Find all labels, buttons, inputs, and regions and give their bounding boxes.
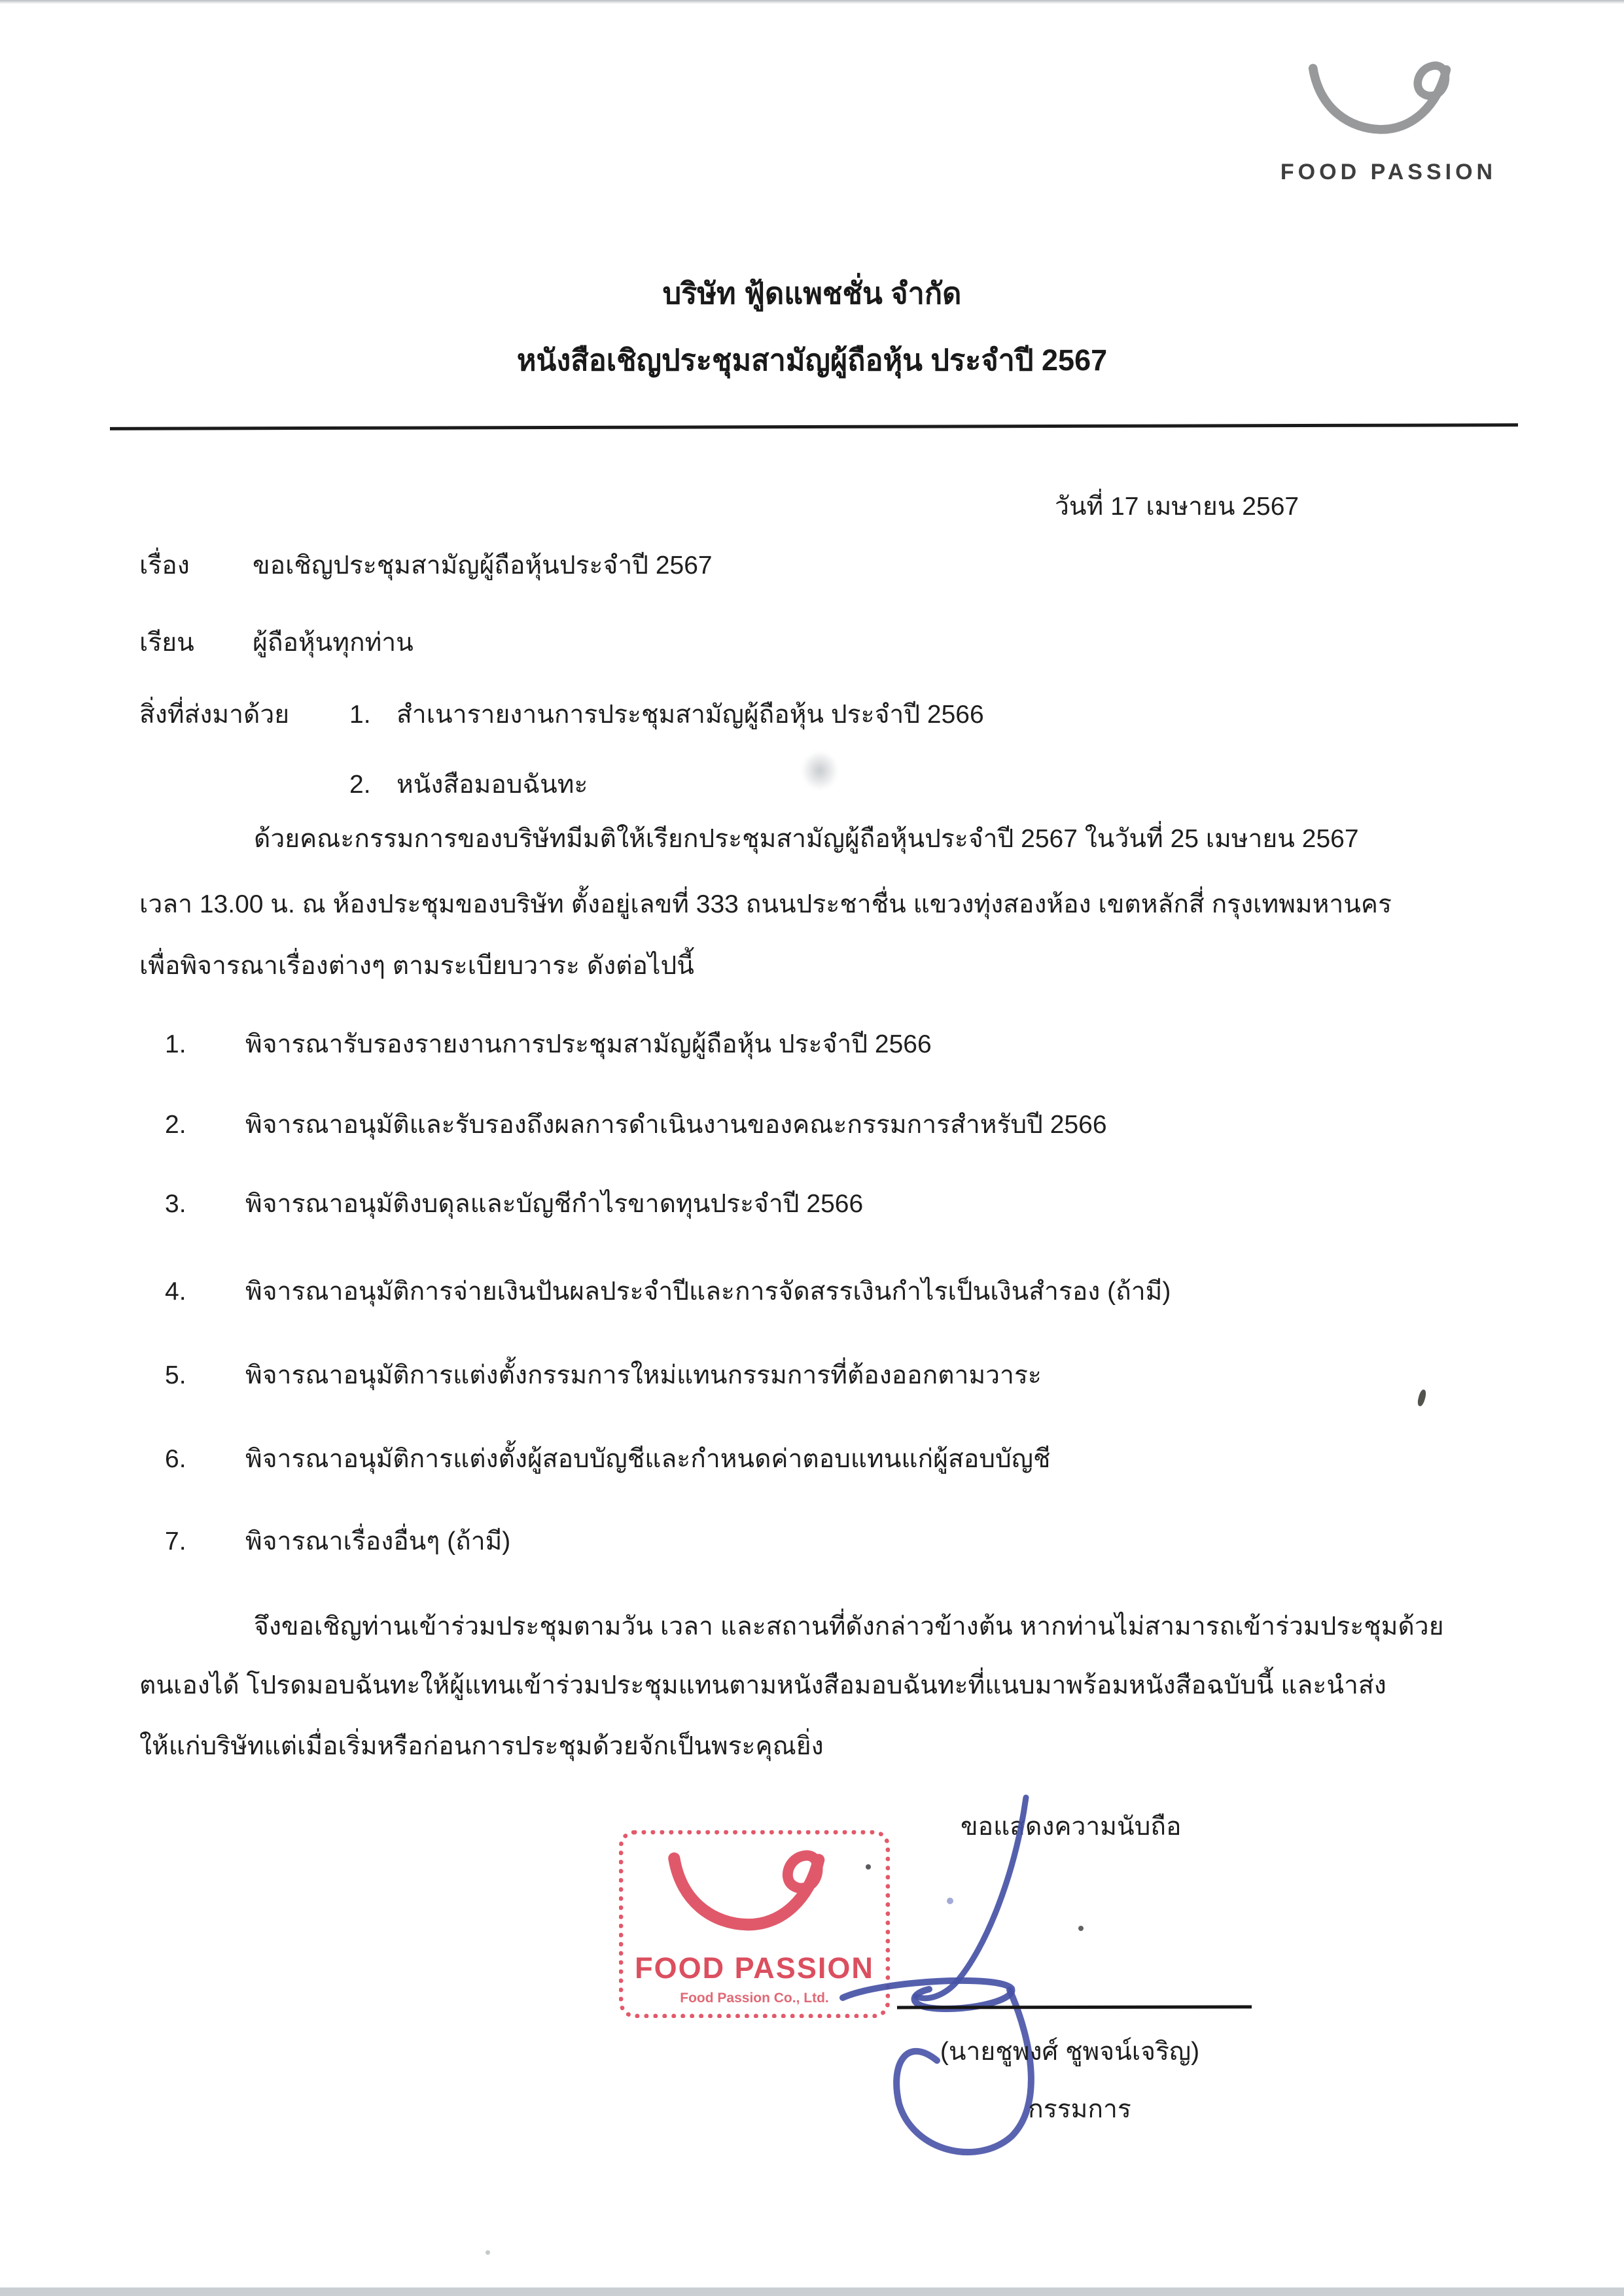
title-divider <box>110 423 1518 430</box>
intro-line: เพื่อพิจารณาเรื่องต่างๆ ตามระเบียบวาระ ดังต่อไปนี้ <box>139 952 694 980</box>
scan-smudge <box>802 751 838 790</box>
agenda-number: 2. <box>165 1111 186 1139</box>
intro-line: เวลา 13.00 น. ณ ห้องประชุมของบริษัท ตั้งอยู่เลขที่ 333 ถนนประชาชื่น แขวงทุ่งสองห้อง เขตหลักสี่ กรุงเทพมหานคร <box>139 890 1392 918</box>
agenda-item: พิจารณาเรื่องอื่นๆ (ถ้ามี) <box>245 1527 511 1556</box>
agenda-item: พิจารณาอนุมัติงบดุลและบัญชีกำไรขาดทุนประจำปี 2566 <box>245 1190 864 1218</box>
stamp-brand-text: FOOD PASSION <box>635 1951 874 1985</box>
subject-value: ขอเชิญประชุมสามัญผู้ถือหุ้นประจำปี 2567 <box>253 551 713 580</box>
ink-speck <box>485 2250 490 2255</box>
company-title: บริษัท ฟู้ดแพชชั่น จำกัด <box>662 277 962 310</box>
closing-line: ให้แก่บริษัทแต่เมื่อเริ่มหรือก่อนการประชุมด้วยจักเป็นพระคุณยิ่ง <box>139 1732 824 1760</box>
agenda-item: พิจารณาอนุมัติและรับรองถึงผลการดำเนินงานของคณะกรรมการสำหรับปี 2566 <box>245 1111 1107 1139</box>
agenda-number: 5. <box>165 1361 186 1389</box>
agenda-number: 7. <box>165 1527 186 1556</box>
enclosure-number: 1. <box>349 701 371 729</box>
closing-line: จึงขอเชิญท่านเข้าร่วมประชุมตามวัน เวลา และสถานที่ดังกล่าวข้างต้น หากท่านไม่สามารถเข้าร่วมประชุมด้วย <box>254 1612 1444 1641</box>
enclosure-number: 2. <box>349 771 371 799</box>
scan-edge-top <box>0 0 1624 4</box>
stamp-company-text: Food Passion Co., Ltd. <box>680 1991 829 2006</box>
ink-speck <box>1417 1389 1427 1407</box>
food-passion-logo-icon <box>1303 54 1468 153</box>
closing-salutation: ขอแสดงความนับถือ <box>961 1813 1182 1841</box>
subject-label: เรื่อง <box>139 551 190 580</box>
closing-line: ตนเองได้ โปรดมอบฉันทะให้ผู้แทนเข้าร่วมประชุมแทนตามหนังสือมอบฉันทะที่แนบมาพร้อมหนังสือฉบับนี้ และนำส่ง <box>139 1671 1386 1699</box>
date-line: วันที่ 17 เมษายน 2567 <box>1055 493 1299 521</box>
agenda-number: 3. <box>165 1190 186 1218</box>
agenda-item: พิจารณาอนุมัติการแต่งตั้งกรรมการใหม่แทนกรรมการที่ต้องออกตามวาระ <box>245 1361 1042 1389</box>
enclosures-label: สิ่งที่ส่งมาด้วย <box>139 701 290 729</box>
agenda-number: 6. <box>165 1445 186 1473</box>
to-value: ผู้ถือหุ้นทุกท่าน <box>253 629 414 657</box>
document-title: หนังสือเชิญประชุมสามัญผู้ถือหุ้น ประจำปี 2567 <box>516 343 1108 377</box>
to-label: เรียน <box>139 629 194 657</box>
enclosure-text: สำเนารายงานการประชุมสามัญผู้ถือหุ้น ประจำปี 2566 <box>397 701 984 729</box>
agenda-number: 1. <box>165 1030 186 1058</box>
agenda-item: พิจารณาอนุมัติการจ่ายเงินปันผลประจำปีและการจัดสรรเงินกำไรเป็นเงินสำรอง (ถ้ามี) <box>245 1278 1171 1306</box>
scan-edge-bottom <box>0 2287 1624 2296</box>
signatory-name: (นายชูพงศ์ ชูพจน์เจริญ) <box>940 2038 1200 2066</box>
signatory-position: กรรมการ <box>1028 2095 1131 2123</box>
agenda-item: พิจารณาอนุมัติการแต่งตั้งผู้สอบบัญชีและกำหนดค่าตอบแทนแก่ผู้สอบบัญชี <box>245 1445 1051 1473</box>
enclosure-text: หนังสือมอบฉันทะ <box>397 771 588 799</box>
intro-line: ด้วยคณะกรรมการของบริษัทมีมติให้เรียกประชุมสามัญผู้ถือหุ้นประจำปี 2567 ในวันที่ 25 เมษายน 2567 <box>254 825 1359 853</box>
signature-line <box>897 2006 1252 2009</box>
agenda-number: 4. <box>165 1278 186 1306</box>
agenda-item: พิจารณารับรองรายงานการประชุมสามัญผู้ถือหุ้น ประจำปี 2566 <box>245 1030 932 1058</box>
logo-brand-text: FOOD PASSION <box>1280 160 1497 184</box>
